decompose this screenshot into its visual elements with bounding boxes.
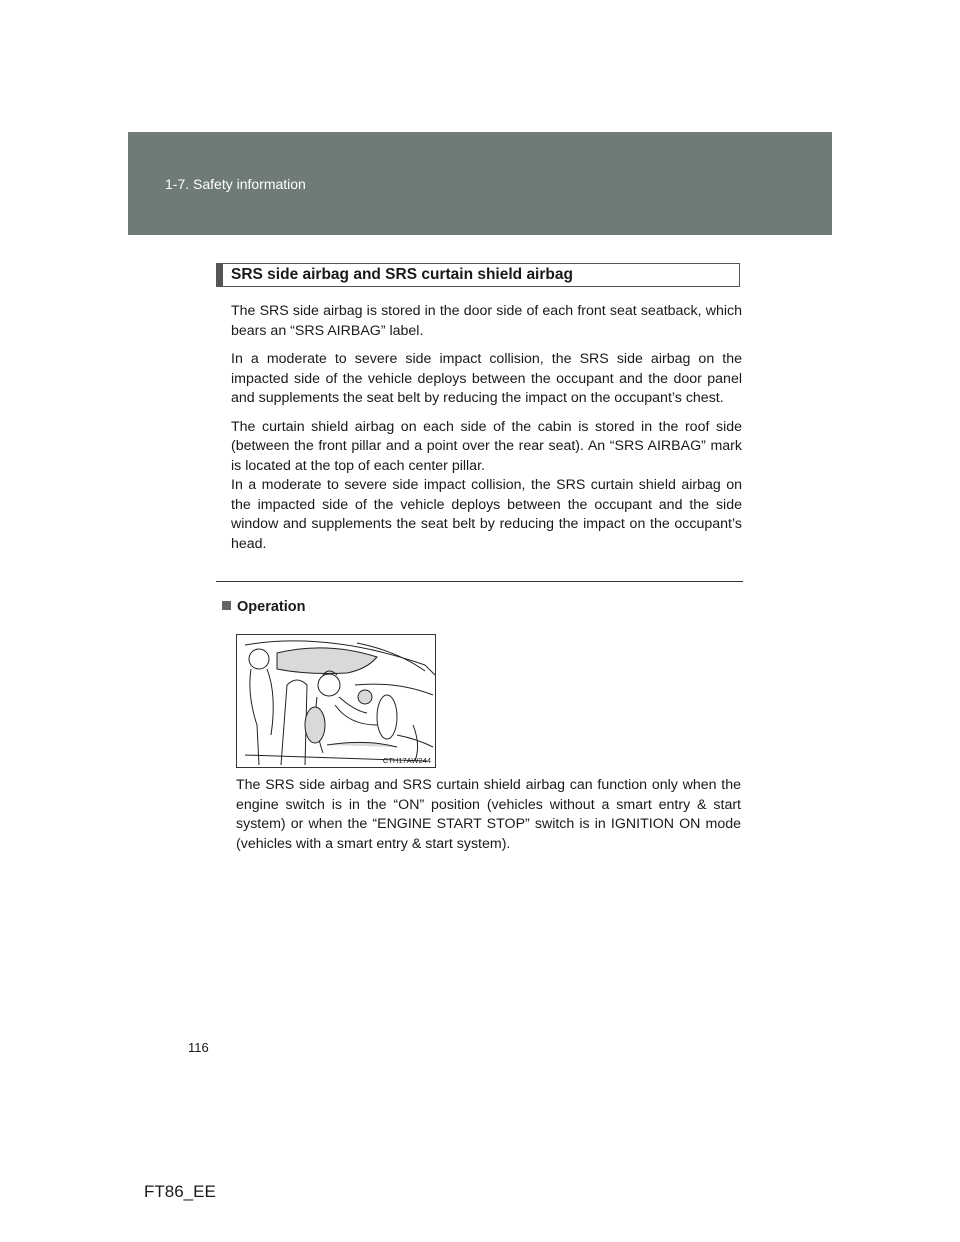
divider [216, 581, 743, 582]
paragraph-side-airbag-location: The SRS side airbag is stored in the door side of each front seat seatback, which bears an “SRS AIRBAG” label. [231, 303, 742, 339]
page-number: 116 [188, 1040, 209, 1055]
section-title-bar [217, 264, 223, 286]
operation-heading-text: Operation [237, 599, 306, 615]
paragraph-curtain-airbag-deploy: In a moderate to severe side impact collision, the SRS curtain shield airbag on the impacted side of the vehicle deploys between the occupant and the side window and supplements the seat belt by reducing the impact on the occupant’s head. [231, 477, 742, 552]
airbag-illustration [236, 634, 436, 768]
operation-heading [222, 599, 305, 615]
airbag-deploy-drawing [237, 635, 435, 767]
footer-code: FT86_EE [144, 1182, 216, 1201]
section-title: SRS side airbag and SRS curtain shield airbag [231, 266, 573, 283]
section-title-box [216, 263, 740, 287]
figure-code: CTH17AW244 [382, 756, 431, 765]
paragraph-curtain-airbag-location: The curtain shield airbag on each side of the cabin is stored in the roof side (between the front pillar and a point over the rear seat). An “SRS AIRBAG” mark is located at the top of each center pillar. [231, 418, 742, 474]
operation-text: The SRS side airbag and SRS curtain shield airbag can function only when the engine switch is in the “ON” position (vehicles without a smart entry & start system) or when the “ENGINE START STOP” switch is in IGNITION ON mode (vehicles with a smart entry & start system). [236, 777, 741, 852]
square-bullet-icon [222, 601, 231, 610]
header-section-label: 1-7. Safety information [165, 176, 306, 192]
paragraph-side-airbag-deploy: In a moderate to severe side impact collision, the SRS side airbag on the impacted side of the vehicle deploys between the occupant and the door panel and supplements the seat belt by reducing the impact on the occupant’s chest. [231, 351, 742, 406]
section-body [231, 302, 742, 563]
